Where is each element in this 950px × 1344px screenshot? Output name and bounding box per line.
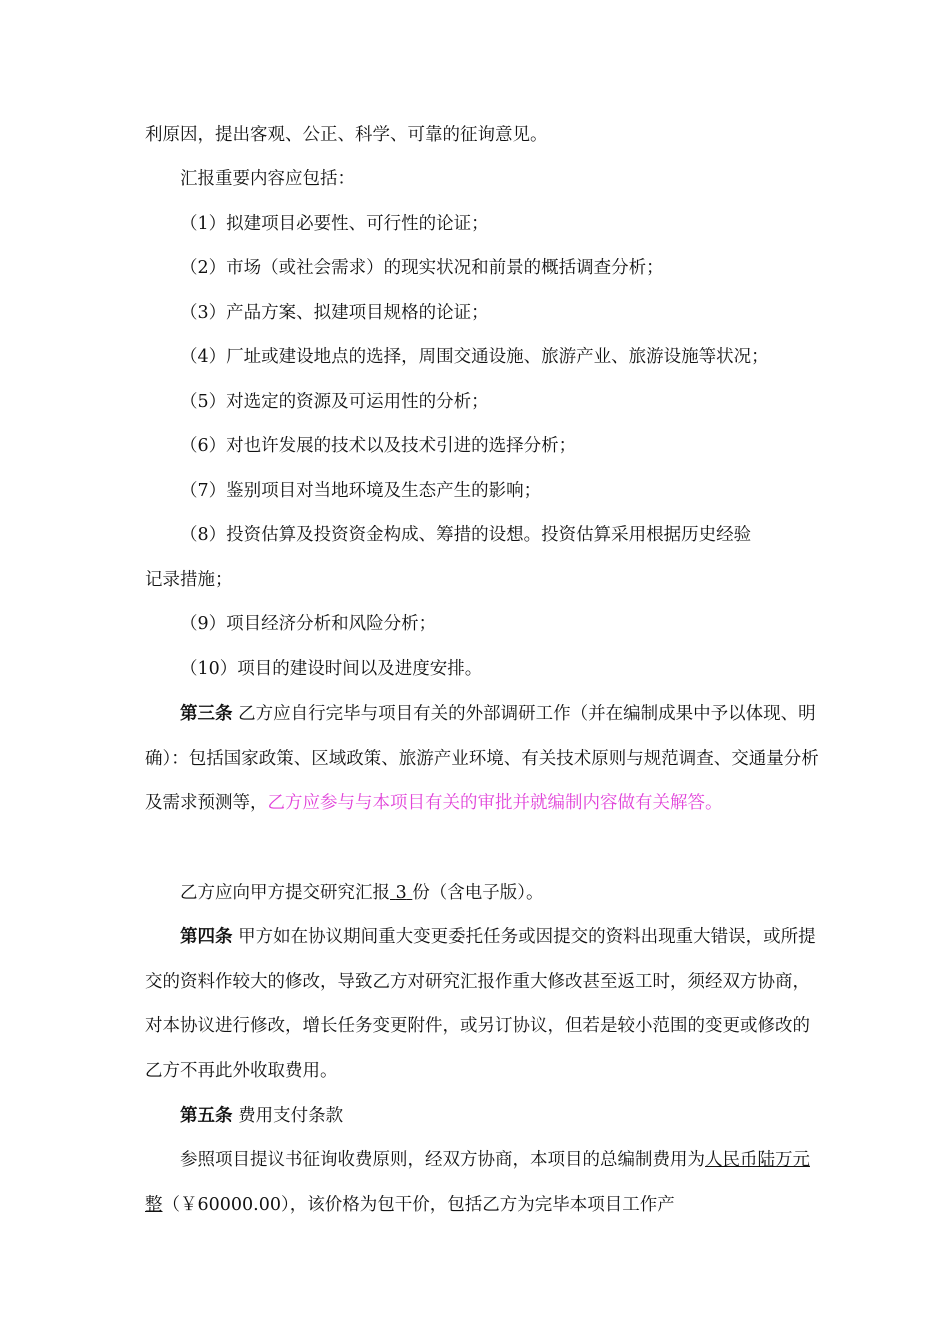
list-item: （8）投资估算及投资资金构成、筹措的设想。投资估算采用根据历史经验 [180,525,752,545]
article-4 [145,915,825,1093]
list-item: （7）鉴别项目对当地环境及生态产生的影响； [180,481,542,501]
list-item: （1）拟建项目必要性、可行性的论证； [180,214,489,234]
intro-line: 利原因，提出客观、公正、科学、可靠的征询意见。 [145,125,548,145]
list-item: （5）对选定的资源及可运用性的分析； [180,392,489,412]
fee-suffix: （￥60000.00），该价格为包干价，包括乙方为完毕本项目工作产 [162,1194,675,1215]
list-item-continuation: 记录措施； [145,570,233,590]
report-count: 3 [395,883,407,903]
fee-paragraph [145,1138,825,1227]
article-3-highlight: 乙方应参与与本项目有关的审批并就编制内容做有关解答。 [267,793,723,813]
list-item: （4）厂址或建设地点的选择，周围交通设施、旅游产业、旅游设施等状况； [180,347,769,367]
submit-suffix: 份（含电子版）。 [412,883,544,903]
article-4-text: 甲方如在协议期间重大变更委托任务或因提交的资料出现重大错误，或所提交的资料作较大的修改，导致乙方对研究汇报作重大修改甚至返工时，须经双方协商，对本协议进行修改，增长任务变更附件，或另订协议，但若是较小范围的变更或修改的乙方不再此外收取费用。 [145,927,816,1081]
list-item: （6）对也许发展的技术以及技术引进的选择分析； [180,436,577,456]
submit-line [180,881,544,905]
list-item: （3）产品方案、拟建项目规格的论证； [180,303,489,323]
list-item: （9）项目经济分析和风险分析； [180,614,437,634]
article-5-title: 费用支付条款 [238,1106,344,1126]
article-3 [145,692,825,826]
report-heading: 汇报重要内容应包括： [180,169,355,189]
list-item: （2）市场（或社会需求）的现实状况和前景的概括调查分析； [180,258,664,278]
fee-amount: 人民币陆万元整 [145,1150,810,1215]
article-3-label: 第三条 [180,704,233,724]
list-item: （10）项目的建设时间以及进度安排。 [180,659,483,679]
article-5-heading [180,1104,343,1128]
submit-prefix: 乙方应向甲方提交研究汇报 [180,883,390,903]
article-3-text: 乙方应自行完毕与项目有关的外部调研工作（并在编制成果中予以体现、明确）：包括国家政策、区域政策、旅游产业环境、有关技术原则与规范调查、交通量分析及需求预测等， [145,704,819,813]
article-5-label: 第五条 [180,1106,233,1126]
fee-prefix: 参照项目提议书征询收费原则，经双方协商，本项目的总编制费用为 [180,1150,705,1170]
article-4-label: 第四条 [180,927,233,947]
